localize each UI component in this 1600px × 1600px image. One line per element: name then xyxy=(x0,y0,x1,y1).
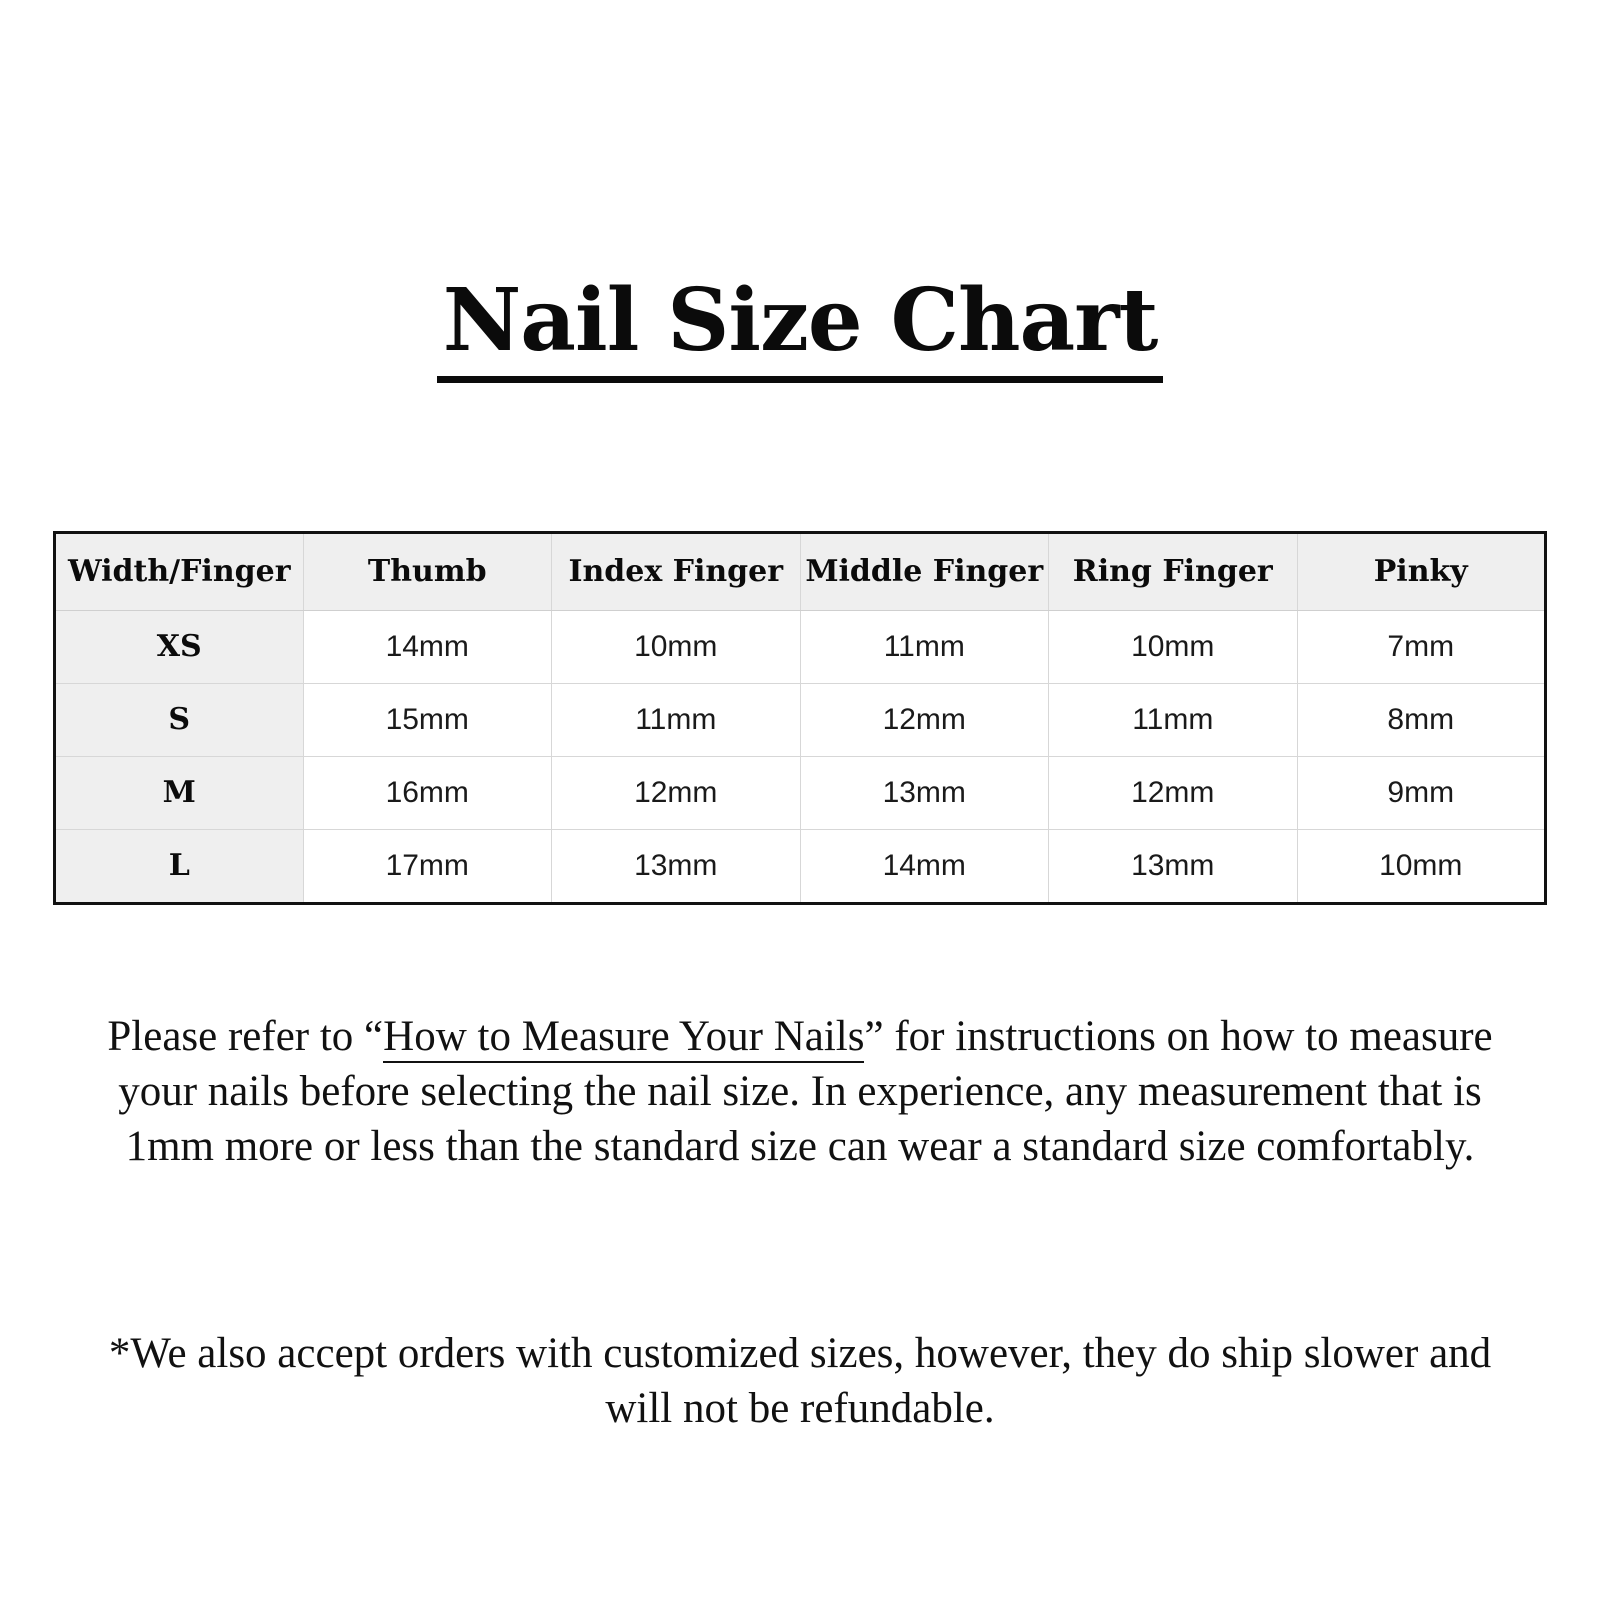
cell-pinky: 7mm xyxy=(1297,610,1546,683)
cell-middle: 13mm xyxy=(800,756,1049,829)
row-size-label: M xyxy=(55,756,304,829)
cell-index: 12mm xyxy=(552,756,801,829)
row-size-label: S xyxy=(55,683,304,756)
size-table-container xyxy=(53,531,1547,905)
note-measure-instructions xyxy=(100,1009,1500,1174)
table-row xyxy=(55,756,1546,829)
nail-size-table xyxy=(53,531,1547,905)
column-header-middle-finger: Middle Finger xyxy=(800,532,1049,610)
page-title: Nail Size Chart xyxy=(437,276,1164,383)
column-header-width-finger: Width/Finger xyxy=(55,532,304,610)
cell-pinky: 9mm xyxy=(1297,756,1546,829)
cell-thumb: 16mm xyxy=(303,756,552,829)
row-size-label: XS xyxy=(55,610,304,683)
column-header-pinky: Pinky xyxy=(1297,532,1546,610)
table-row xyxy=(55,610,1546,683)
table-row xyxy=(55,829,1546,903)
cell-thumb: 14mm xyxy=(303,610,552,683)
cell-index: 10mm xyxy=(552,610,801,683)
table-header-row xyxy=(55,532,1546,610)
notes-spacer xyxy=(100,1217,1500,1283)
cell-middle: 14mm xyxy=(800,829,1049,903)
how-to-measure-link[interactable]: How to Measure Your Nails xyxy=(383,1013,864,1063)
cell-ring: 10mm xyxy=(1049,610,1298,683)
column-header-ring-finger: Ring Finger xyxy=(1049,532,1298,610)
cell-pinky: 10mm xyxy=(1297,829,1546,903)
note-text-before-link: Please refer to “ xyxy=(107,1012,384,1060)
cell-thumb: 17mm xyxy=(303,829,552,903)
notes-section xyxy=(100,1009,1500,1436)
column-header-index-finger: Index Finger xyxy=(552,532,801,610)
row-size-label: L xyxy=(55,829,304,903)
cell-middle: 12mm xyxy=(800,683,1049,756)
cell-index: 11mm xyxy=(552,683,801,756)
cell-thumb: 15mm xyxy=(303,683,552,756)
note-text-after-link: ” for instructions on how to measure your nails before selecting the nail size. In experience, any measurement that is 1mm more or less than the standard size can wear a standard size comfortably. xyxy=(118,1012,1493,1170)
cell-ring: 12mm xyxy=(1049,756,1298,829)
table-row xyxy=(55,683,1546,756)
table-body xyxy=(55,610,1546,903)
table-header xyxy=(55,532,1546,610)
cell-ring: 11mm xyxy=(1049,683,1298,756)
cell-middle: 11mm xyxy=(800,610,1049,683)
cell-pinky: 8mm xyxy=(1297,683,1546,756)
cell-ring: 13mm xyxy=(1049,829,1298,903)
note-custom-orders: *We also accept orders with customized sizes, however, they do ship slower and will not be refundable. xyxy=(108,1329,1492,1432)
cell-index: 13mm xyxy=(552,829,801,903)
page-title-container xyxy=(0,0,1600,441)
column-header-thumb: Thumb xyxy=(303,532,552,610)
